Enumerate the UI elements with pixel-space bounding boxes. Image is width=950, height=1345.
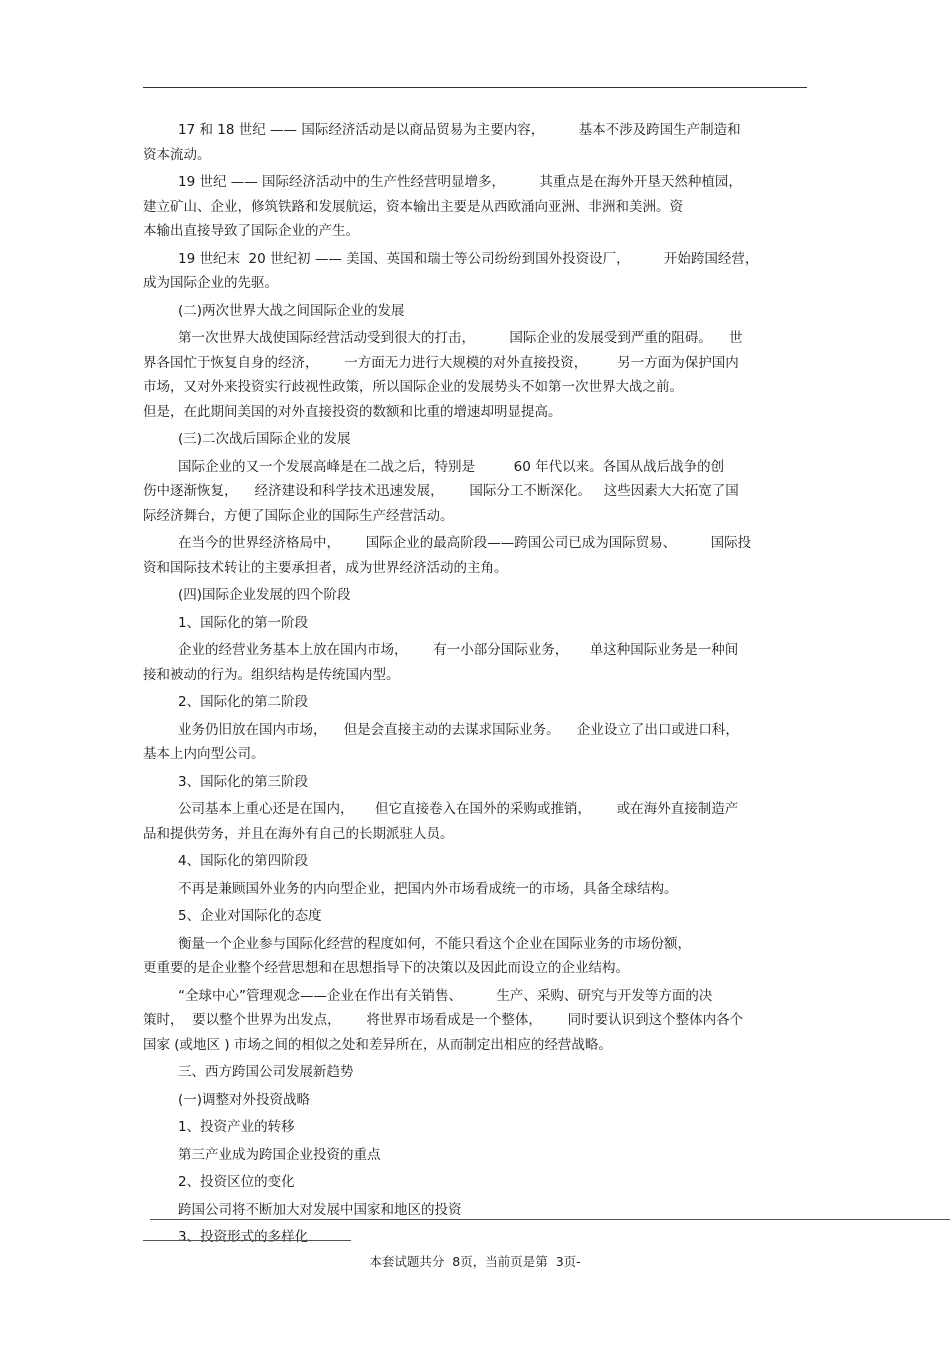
text-line: 不再是兼顾国外业务的内向型企业，把国内外市场看成统一的市场，具备全球结构。	[178, 880, 678, 897]
subsection-heading	[143, 690, 807, 715]
subsection-heading	[143, 849, 807, 874]
text-line: 策时， 要以整个世界为出发点， 将世界市场看成是一个整体， 同时要认识到这个整体内各个	[143, 1012, 744, 1028]
paragraph	[143, 455, 807, 529]
paragraph	[143, 170, 807, 244]
paragraph	[143, 247, 807, 296]
section-heading	[143, 1088, 807, 1113]
text-line: 衡量一个企业参与国际化经营的程度如何，不能只看这个企业在国际业务的市场份额，	[178, 935, 691, 952]
text-line: 在当今的世界经济格局中， 国际企业的最高阶段——跨国公司已成为国际贸易、 国际投	[178, 535, 752, 551]
subsection-heading	[143, 611, 807, 636]
text-line: 3、国际化的第三阶段	[178, 773, 309, 790]
paragraph	[143, 326, 807, 424]
text-line: 1、投资产业的转移	[178, 1119, 295, 1135]
text-line: (三)二次战后国际企业的发展	[178, 431, 351, 447]
subsection-heading	[143, 1225, 807, 1250]
section-heading	[143, 427, 807, 452]
text-line: 1、国际化的第一阶段	[178, 614, 309, 631]
text-line: 2、国际化的第二阶段	[178, 694, 309, 710]
text-line: 17 和 18 世纪 —— 国际经济活动是以商品贸易为主要内容， 基本不涉及跨国生产制造和	[178, 122, 741, 138]
text-line: 国家 (或地区 ) 市场之间的相似之处和差异所在，从而制定出相应的经营战略。	[143, 1036, 612, 1053]
text-line: 19 世纪 —— 国际经济活动中的生产性经营明显增多， 其重点是在海外开垦天然种植园，	[178, 174, 742, 190]
subsection-heading	[143, 904, 807, 929]
text-line: 建立矿山、企业，修筑铁路和发展航运，资本输出主要是从西欧涌向亚洲、非洲和美洲。资	[143, 198, 683, 215]
text-line: “全球中心”管理观念——企业在作出有关销售、 生产、采购、研究与开发等方面的决	[178, 987, 713, 1004]
text-line: 但是，在此期间美国的对外直接投资的数额和比重的增速却明显提高。	[143, 403, 562, 420]
text-line: 本输出直接导致了国际企业的产生。	[143, 223, 359, 239]
text-line: 成为国际企业的先驱。	[143, 275, 278, 291]
paragraph	[143, 531, 807, 580]
paragraph	[143, 984, 807, 1058]
section-heading	[143, 1060, 807, 1085]
paragraph	[143, 718, 807, 767]
text-line: 4、国际化的第四阶段	[178, 853, 309, 869]
text-line: 第一次世界大战使国际经营活动受到很大的打击， 国际企业的发展受到严重的阻碍。 世	[178, 330, 743, 346]
text-line: 更重要的是企业整个经营思想和在思想指导下的决策以及因此而设立的企业结构。	[143, 960, 629, 976]
header-rule	[143, 87, 807, 88]
text-line: 三、西方跨国公司发展新趋势	[178, 1064, 354, 1080]
section-heading	[143, 299, 807, 324]
paragraph	[143, 638, 807, 687]
text-line: 界各国忙于恢复自身的经济， 一方面无力进行大规模的对外直接投资， 另一方面为保护国内	[143, 354, 739, 371]
section-heading	[143, 583, 807, 608]
paragraph	[143, 118, 807, 167]
text-line: 品和提供劳务，并且在海外有自己的长期派驻人员。	[143, 825, 454, 842]
text-line: 资和国际技术转让的主要承担者，成为世界经济活动的主角。	[143, 559, 508, 576]
text-line: 业务仍旧放在国内市场， 但是会直接主动的去谋求国际业务。 企业设立了出口或进口科，	[178, 721, 739, 738]
text-line: (一)调整对外投资战略	[178, 1091, 311, 1108]
footer-rule	[150, 1219, 950, 1220]
text-line: 资本流动。	[143, 146, 211, 163]
text-line: 2、投资区位的变化	[178, 1174, 295, 1190]
text-line: 国际企业的又一个发展高峰是在二战之后，特别是 60 年代以来。各国从战后战争的创	[178, 458, 725, 475]
text-line: 市场，又对外来投资实行歧视性政策，所以国际企业的发展势头不如第一次世界大战之前。	[143, 379, 683, 395]
subsection-heading	[143, 770, 807, 795]
paragraph	[143, 932, 807, 981]
paragraph	[143, 877, 807, 902]
text-line: 接和被动的行为。组织结构是传统国内型。	[143, 666, 400, 683]
paragraph	[143, 1143, 807, 1168]
text-line: 公司基本上重心还是在国内， 但它直接卷入在国外的采购或推销， 或在海外直接制造产	[178, 801, 739, 817]
subsection-heading	[143, 1170, 807, 1195]
text-line: 基本上内向型公司。	[143, 746, 265, 762]
document-body	[143, 118, 807, 1253]
text-line: 际经济舞台，方便了国际企业的国际生产经营活动。	[143, 507, 454, 524]
subsection-heading	[143, 1115, 807, 1140]
footnote-rule	[143, 1240, 351, 1241]
text-line: 3、投资形式的多样化	[178, 1229, 309, 1245]
text-line: (四)国际企业发展的四个阶段	[178, 587, 351, 603]
text-line: (二)两次世界大战之间国际企业的发展	[178, 302, 405, 319]
text-line: 第三产业成为跨国企业投资的重点	[178, 1146, 381, 1163]
paragraph	[143, 797, 807, 846]
text-line: 企业的经营业务基本上放在国内市场， 有一小部分国际业务， 单这种国际业务是一种间	[178, 642, 739, 658]
text-line: 5、企业对国际化的态度	[178, 908, 322, 924]
text-line: 伤中逐渐恢复， 经济建设和科学技术迅速发展， 国际分工不断深化。 这些因素大大拓宽了国	[143, 483, 739, 499]
text-line: 19 世纪末 20 世纪初 —— 美国、英国和瑞士等公司纷纷到国外投资设厂， 开始跨国经营，	[178, 250, 759, 267]
text-line: 跨国公司将不断加大对发展中国家和地区的投资	[178, 1201, 462, 1218]
page-footer: 本套试题共分 8页，当前页是第 3页-	[369, 1254, 581, 1269]
